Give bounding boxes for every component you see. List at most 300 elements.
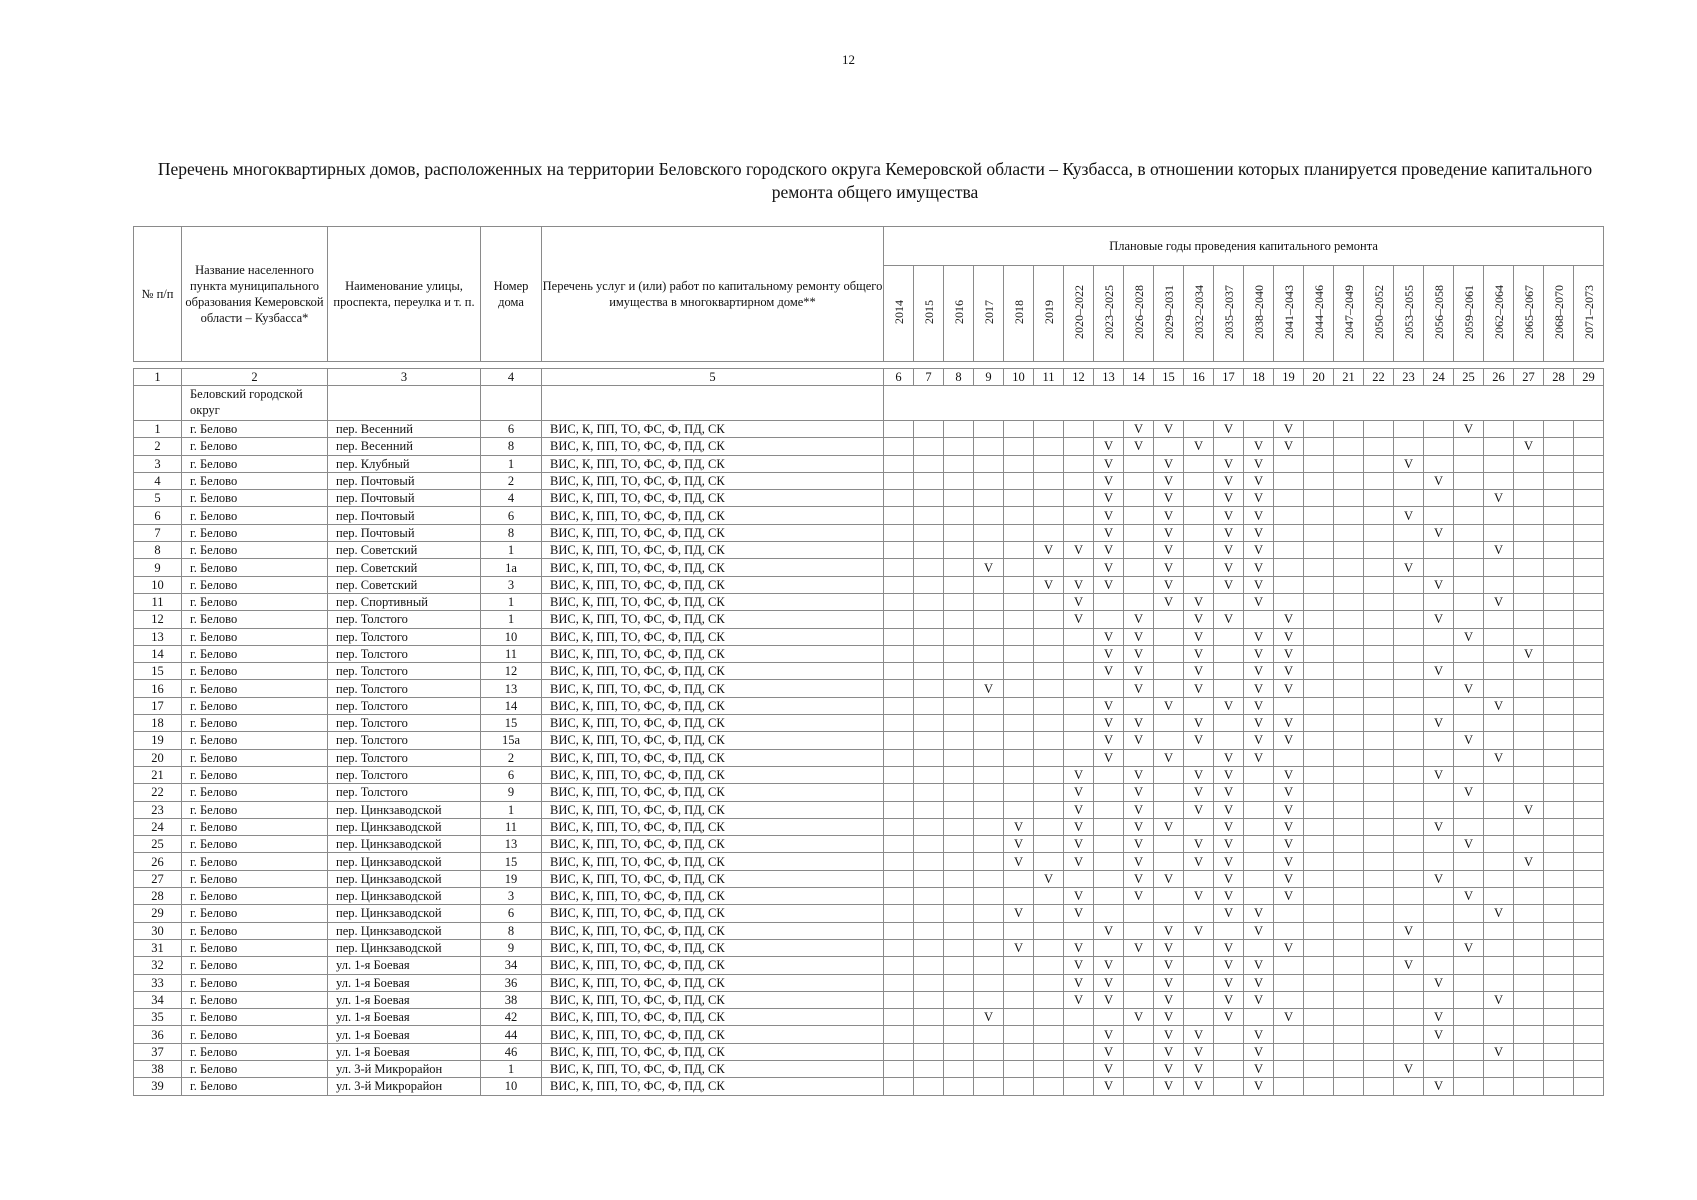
schedule-mark: V (1094, 628, 1124, 645)
schedule-empty (974, 991, 1004, 1008)
year-header (1154, 266, 1184, 362)
schedule-empty (1094, 421, 1124, 438)
schedule-empty (1454, 611, 1484, 628)
schedule-empty (1094, 611, 1124, 628)
schedule-empty (1574, 438, 1604, 455)
schedule-empty (914, 870, 944, 887)
schedule-empty (1184, 1009, 1214, 1026)
schedule-empty (1484, 888, 1514, 905)
schedule-empty (1184, 490, 1214, 507)
schedule-empty (1214, 1060, 1244, 1077)
row-number: 22 (134, 784, 182, 801)
schedule-empty (1154, 715, 1184, 732)
schedule-empty (1424, 888, 1454, 905)
schedule-empty (1184, 507, 1214, 524)
row-house: 8 (481, 922, 542, 939)
schedule-empty (914, 524, 944, 541)
schedule-mark: V (1214, 939, 1244, 956)
schedule-empty (1484, 472, 1514, 489)
schedule-mark: V (1424, 818, 1454, 835)
schedule-mark: V (1244, 974, 1274, 991)
schedule-mark: V (974, 559, 1004, 576)
schedule-empty (1034, 628, 1064, 645)
schedule-empty (1574, 524, 1604, 541)
schedule-empty (1064, 645, 1094, 662)
schedule-empty (1544, 559, 1574, 576)
schedule-empty (1544, 628, 1574, 645)
schedule-mark: V (1184, 732, 1214, 749)
schedule-empty (1544, 645, 1574, 662)
schedule-empty (1034, 715, 1064, 732)
schedule-empty (884, 697, 914, 714)
column-number: 29 (1574, 369, 1604, 386)
column-number: 5 (542, 369, 884, 386)
schedule-empty (1334, 421, 1364, 438)
schedule-empty (884, 663, 914, 680)
schedule-mark: V (1274, 784, 1304, 801)
schedule-empty (1484, 576, 1514, 593)
schedule-empty (914, 974, 944, 991)
schedule-empty (1484, 524, 1514, 541)
schedule-mark: V (1484, 542, 1514, 559)
table-row (134, 593, 1604, 610)
year-header (914, 266, 944, 362)
row-street: пер. Цинкзаводской (328, 939, 481, 956)
schedule-empty (914, 455, 944, 472)
schedule-mark: V (1244, 697, 1274, 714)
table-row (134, 524, 1604, 541)
schedule-empty (1334, 628, 1364, 645)
schedule-empty (1334, 766, 1364, 783)
schedule-empty (1424, 905, 1454, 922)
schedule-mark: V (1424, 576, 1454, 593)
row-number: 19 (134, 732, 182, 749)
schedule-mark: V (1244, 1078, 1274, 1095)
schedule-empty (1514, 905, 1544, 922)
schedule-mark: V (1064, 818, 1094, 835)
schedule-mark: V (1064, 888, 1094, 905)
table-row (134, 974, 1604, 991)
column-number: 12 (1064, 369, 1094, 386)
schedule-empty (1094, 818, 1124, 835)
schedule-empty (1514, 611, 1544, 628)
schedule-empty (1484, 680, 1514, 697)
row-house: 3 (481, 576, 542, 593)
table-row (134, 939, 1604, 956)
row-house: 13 (481, 836, 542, 853)
schedule-empty (1574, 991, 1604, 1008)
row-number: 7 (134, 524, 182, 541)
row-number: 8 (134, 542, 182, 559)
schedule-mark: V (1244, 628, 1274, 645)
row-street: пер. Толстого (328, 645, 481, 662)
schedule-mark: V (1034, 542, 1064, 559)
schedule-empty (884, 888, 914, 905)
schedule-mark: V (1244, 542, 1274, 559)
schedule-empty (1124, 507, 1154, 524)
schedule-empty (1274, 1026, 1304, 1043)
schedule-empty (1304, 732, 1334, 749)
row-street: пер. Цинкзаводской (328, 853, 481, 870)
schedule-empty (914, 1078, 944, 1095)
schedule-empty (1574, 1009, 1604, 1026)
schedule-empty (1364, 905, 1394, 922)
row-number: 37 (134, 1043, 182, 1060)
row-town: г. Белово (182, 715, 328, 732)
schedule-mark: V (1154, 421, 1184, 438)
header-spacer (134, 362, 1604, 369)
row-number: 24 (134, 818, 182, 835)
row-town: г. Белово (182, 542, 328, 559)
row-house: 6 (481, 905, 542, 922)
schedule-empty (1424, 1060, 1454, 1077)
schedule-empty (1574, 1060, 1604, 1077)
schedule-mark: V (1424, 870, 1454, 887)
row-number: 3 (134, 455, 182, 472)
column-number: 27 (1514, 369, 1544, 386)
schedule-empty (1304, 1026, 1334, 1043)
schedule-empty (1004, 766, 1034, 783)
schedule-empty (1184, 957, 1214, 974)
schedule-empty (1484, 1026, 1514, 1043)
schedule-empty (1574, 611, 1604, 628)
row-number: 26 (134, 853, 182, 870)
schedule-empty (1274, 974, 1304, 991)
schedule-mark: V (1094, 732, 1124, 749)
schedule-empty (1244, 853, 1274, 870)
year-header-label: 2047–2049 (1341, 284, 1356, 339)
schedule-empty (884, 490, 914, 507)
schedule-mark: V (1244, 490, 1274, 507)
schedule-mark: V (1244, 1060, 1274, 1077)
schedule-empty (1304, 611, 1334, 628)
schedule-empty (1034, 784, 1064, 801)
schedule-empty (1124, 576, 1154, 593)
schedule-empty (884, 611, 914, 628)
schedule-empty (1214, 922, 1244, 939)
row-works: ВИС, К, ПП, ТО, ФС, Ф, ПД, СК (542, 472, 884, 489)
schedule-mark: V (1154, 870, 1184, 887)
schedule-empty (1004, 559, 1034, 576)
schedule-empty (1424, 836, 1454, 853)
row-house: 3 (481, 888, 542, 905)
schedule-empty (1574, 766, 1604, 783)
schedule-empty (884, 628, 914, 645)
row-number: 16 (134, 680, 182, 697)
schedule-empty (1034, 974, 1064, 991)
schedule-empty (1364, 888, 1394, 905)
schedule-mark: V (1064, 836, 1094, 853)
schedule-empty (1574, 888, 1604, 905)
schedule-mark: V (1154, 974, 1184, 991)
row-works: ВИС, К, ПП, ТО, ФС, Ф, ПД, СК (542, 507, 884, 524)
column-number: 8 (944, 369, 974, 386)
schedule-empty (884, 905, 914, 922)
year-header-label: 2065–2067 (1521, 284, 1536, 339)
schedule-empty (1154, 888, 1184, 905)
schedule-mark: V (1274, 715, 1304, 732)
schedule-empty (1364, 749, 1394, 766)
schedule-empty (1064, 507, 1094, 524)
table-row (134, 472, 1604, 489)
schedule-empty (1454, 472, 1484, 489)
schedule-empty (884, 784, 914, 801)
row-town: г. Белово (182, 438, 328, 455)
column-numbers-row (134, 369, 1604, 386)
schedule-empty (884, 974, 914, 991)
schedule-mark: V (1124, 836, 1154, 853)
table-row (134, 1026, 1604, 1043)
schedule-empty (1184, 576, 1214, 593)
schedule-empty (1484, 1060, 1514, 1077)
schedule-empty (914, 559, 944, 576)
schedule-empty (1004, 991, 1034, 1008)
schedule-empty (1304, 559, 1334, 576)
schedule-empty (1004, 922, 1034, 939)
schedule-mark: V (1184, 611, 1214, 628)
schedule-empty (1484, 922, 1514, 939)
schedule-mark: V (1274, 801, 1304, 818)
row-number: 2 (134, 438, 182, 455)
schedule-empty (914, 749, 944, 766)
row-house: 1а (481, 559, 542, 576)
row-street: пер. Цинкзаводской (328, 801, 481, 818)
schedule-empty (1424, 438, 1454, 455)
schedule-empty (1184, 991, 1214, 1008)
schedule-empty (1124, 905, 1154, 922)
row-street: ул. 1-я Боевая (328, 957, 481, 974)
schedule-empty (914, 853, 944, 870)
schedule-empty (1484, 853, 1514, 870)
schedule-empty (1184, 974, 1214, 991)
schedule-empty (1244, 888, 1274, 905)
schedule-empty (1004, 870, 1034, 887)
schedule-mark: V (1214, 490, 1244, 507)
schedule-empty (1304, 680, 1334, 697)
schedule-empty (1394, 576, 1424, 593)
row-house: 12 (481, 663, 542, 680)
schedule-empty (944, 559, 974, 576)
column-number: 2 (182, 369, 328, 386)
schedule-mark: V (1244, 663, 1274, 680)
table-row (134, 870, 1604, 887)
row-works: ВИС, К, ПП, ТО, ФС, Ф, ПД, СК (542, 974, 884, 991)
schedule-empty (1514, 1060, 1544, 1077)
year-header-label: 2029–2031 (1161, 284, 1176, 339)
table-row (134, 576, 1604, 593)
schedule-mark: V (1124, 663, 1154, 680)
schedule-mark: V (1094, 507, 1124, 524)
schedule-empty (1154, 801, 1184, 818)
schedule-mark: V (1154, 455, 1184, 472)
schedule-empty (1334, 507, 1364, 524)
schedule-empty (974, 1026, 1004, 1043)
schedule-mark: V (1094, 749, 1124, 766)
column-number: 21 (1334, 369, 1364, 386)
schedule-mark: V (1514, 645, 1544, 662)
schedule-empty (1544, 680, 1574, 697)
schedule-empty (1064, 697, 1094, 714)
schedule-empty (1544, 749, 1574, 766)
row-house: 1 (481, 1060, 542, 1077)
row-town: г. Белово (182, 939, 328, 956)
schedule-empty (1364, 576, 1394, 593)
schedule-mark: V (1244, 524, 1274, 541)
row-works: ВИС, К, ПП, ТО, ФС, Ф, ПД, СК (542, 680, 884, 697)
row-number: 30 (134, 922, 182, 939)
schedule-empty (1004, 576, 1034, 593)
year-header-label: 2071–2073 (1581, 284, 1596, 339)
row-town: г. Белово (182, 801, 328, 818)
schedule-empty (1184, 524, 1214, 541)
schedule-empty (1334, 905, 1364, 922)
schedule-empty (914, 991, 944, 1008)
schedule-empty (1514, 1043, 1544, 1060)
schedule-empty (974, 749, 1004, 766)
schedule-mark: V (1214, 784, 1244, 801)
schedule-empty (1034, 680, 1064, 697)
row-town: г. Белово (182, 888, 328, 905)
schedule-empty (1304, 836, 1334, 853)
table-row (134, 732, 1604, 749)
schedule-mark: V (1214, 472, 1244, 489)
row-works: ВИС, К, ПП, ТО, ФС, Ф, ПД, СК (542, 593, 884, 610)
schedule-empty (1574, 576, 1604, 593)
table-row (134, 611, 1604, 628)
column-number: 6 (884, 369, 914, 386)
schedule-mark: V (1184, 593, 1214, 610)
schedule-empty (1544, 593, 1574, 610)
schedule-empty (1154, 732, 1184, 749)
schedule-empty (1334, 593, 1364, 610)
schedule-mark: V (1184, 1043, 1214, 1060)
row-number: 18 (134, 715, 182, 732)
schedule-mark: V (1214, 818, 1244, 835)
schedule-empty (1304, 991, 1334, 1008)
schedule-empty (1154, 766, 1184, 783)
row-works: ВИС, К, ПП, ТО, ФС, Ф, ПД, СК (542, 490, 884, 507)
schedule-mark: V (1244, 1043, 1274, 1060)
schedule-empty (1274, 542, 1304, 559)
schedule-mark: V (1184, 1078, 1214, 1095)
schedule-mark: V (1154, 576, 1184, 593)
schedule-empty (944, 905, 974, 922)
schedule-empty (1094, 888, 1124, 905)
schedule-empty (1124, 593, 1154, 610)
schedule-empty (1364, 801, 1394, 818)
schedule-empty (1334, 784, 1364, 801)
schedule-empty (1514, 1009, 1544, 1026)
row-town: г. Белово (182, 1060, 328, 1077)
schedule-empty (1574, 818, 1604, 835)
row-street: пер. Толстого (328, 628, 481, 645)
schedule-empty (974, 421, 1004, 438)
schedule-empty (1214, 732, 1244, 749)
schedule-empty (1574, 593, 1604, 610)
schedule-empty (1454, 801, 1484, 818)
schedule-empty (1484, 801, 1514, 818)
table-row (134, 455, 1604, 472)
schedule-empty (944, 1078, 974, 1095)
schedule-empty (944, 888, 974, 905)
schedule-empty (1094, 784, 1124, 801)
schedule-empty (1034, 697, 1064, 714)
schedule-mark: V (1094, 1043, 1124, 1060)
schedule-empty (1244, 801, 1274, 818)
schedule-empty (1124, 472, 1154, 489)
schedule-empty (1574, 715, 1604, 732)
schedule-empty (1454, 766, 1484, 783)
row-town: г. Белово (182, 766, 328, 783)
schedule-empty (1304, 974, 1334, 991)
schedule-empty (1574, 1078, 1604, 1095)
schedule-empty (1394, 732, 1424, 749)
schedule-empty (1364, 507, 1394, 524)
schedule-empty (1574, 784, 1604, 801)
header-house: Номер дома (481, 227, 542, 362)
table-row (134, 905, 1604, 922)
schedule-empty (1004, 749, 1034, 766)
table-row (134, 957, 1604, 974)
schedule-empty (1454, 818, 1484, 835)
schedule-empty (1064, 922, 1094, 939)
schedule-empty (944, 818, 974, 835)
schedule-empty (1034, 455, 1064, 472)
schedule-empty (1514, 870, 1544, 887)
schedule-empty (1394, 542, 1424, 559)
schedule-empty (1214, 1043, 1244, 1060)
schedule-empty (974, 870, 1004, 887)
schedule-empty (1154, 784, 1184, 801)
schedule-mark: V (1004, 939, 1034, 956)
schedule-mark: V (1244, 559, 1274, 576)
row-works: ВИС, К, ПП, ТО, ФС, Ф, ПД, СК (542, 784, 884, 801)
schedule-empty (1034, 801, 1064, 818)
schedule-empty (1484, 663, 1514, 680)
schedule-empty (1244, 836, 1274, 853)
schedule-mark: V (1484, 697, 1514, 714)
table-row (134, 490, 1604, 507)
schedule-empty (1304, 1009, 1334, 1026)
schedule-mark: V (1214, 559, 1244, 576)
schedule-empty (1004, 974, 1034, 991)
table-body (134, 386, 1604, 1096)
row-works: ВИС, К, ПП, ТО, ФС, Ф, ПД, СК (542, 991, 884, 1008)
schedule-empty (1034, 1026, 1064, 1043)
schedule-empty (1514, 766, 1544, 783)
schedule-mark: V (1124, 611, 1154, 628)
schedule-mark: V (1124, 939, 1154, 956)
row-number: 21 (134, 766, 182, 783)
schedule-mark: V (1124, 784, 1154, 801)
schedule-mark: V (1094, 542, 1124, 559)
schedule-empty (1364, 663, 1394, 680)
schedule-empty (1244, 939, 1274, 956)
schedule-empty (884, 593, 914, 610)
schedule-empty (1454, 1078, 1484, 1095)
schedule-empty (1214, 1078, 1244, 1095)
row-works: ВИС, К, ПП, ТО, ФС, Ф, ПД, СК (542, 749, 884, 766)
schedule-empty (1304, 472, 1334, 489)
schedule-mark: V (1214, 853, 1244, 870)
schedule-empty (1334, 801, 1364, 818)
row-number: 36 (134, 1026, 182, 1043)
row-street: пер. Цинкзаводской (328, 922, 481, 939)
schedule-empty (1064, 749, 1094, 766)
schedule-empty (1574, 853, 1604, 870)
schedule-empty (1424, 784, 1454, 801)
schedule-empty (1544, 455, 1574, 472)
